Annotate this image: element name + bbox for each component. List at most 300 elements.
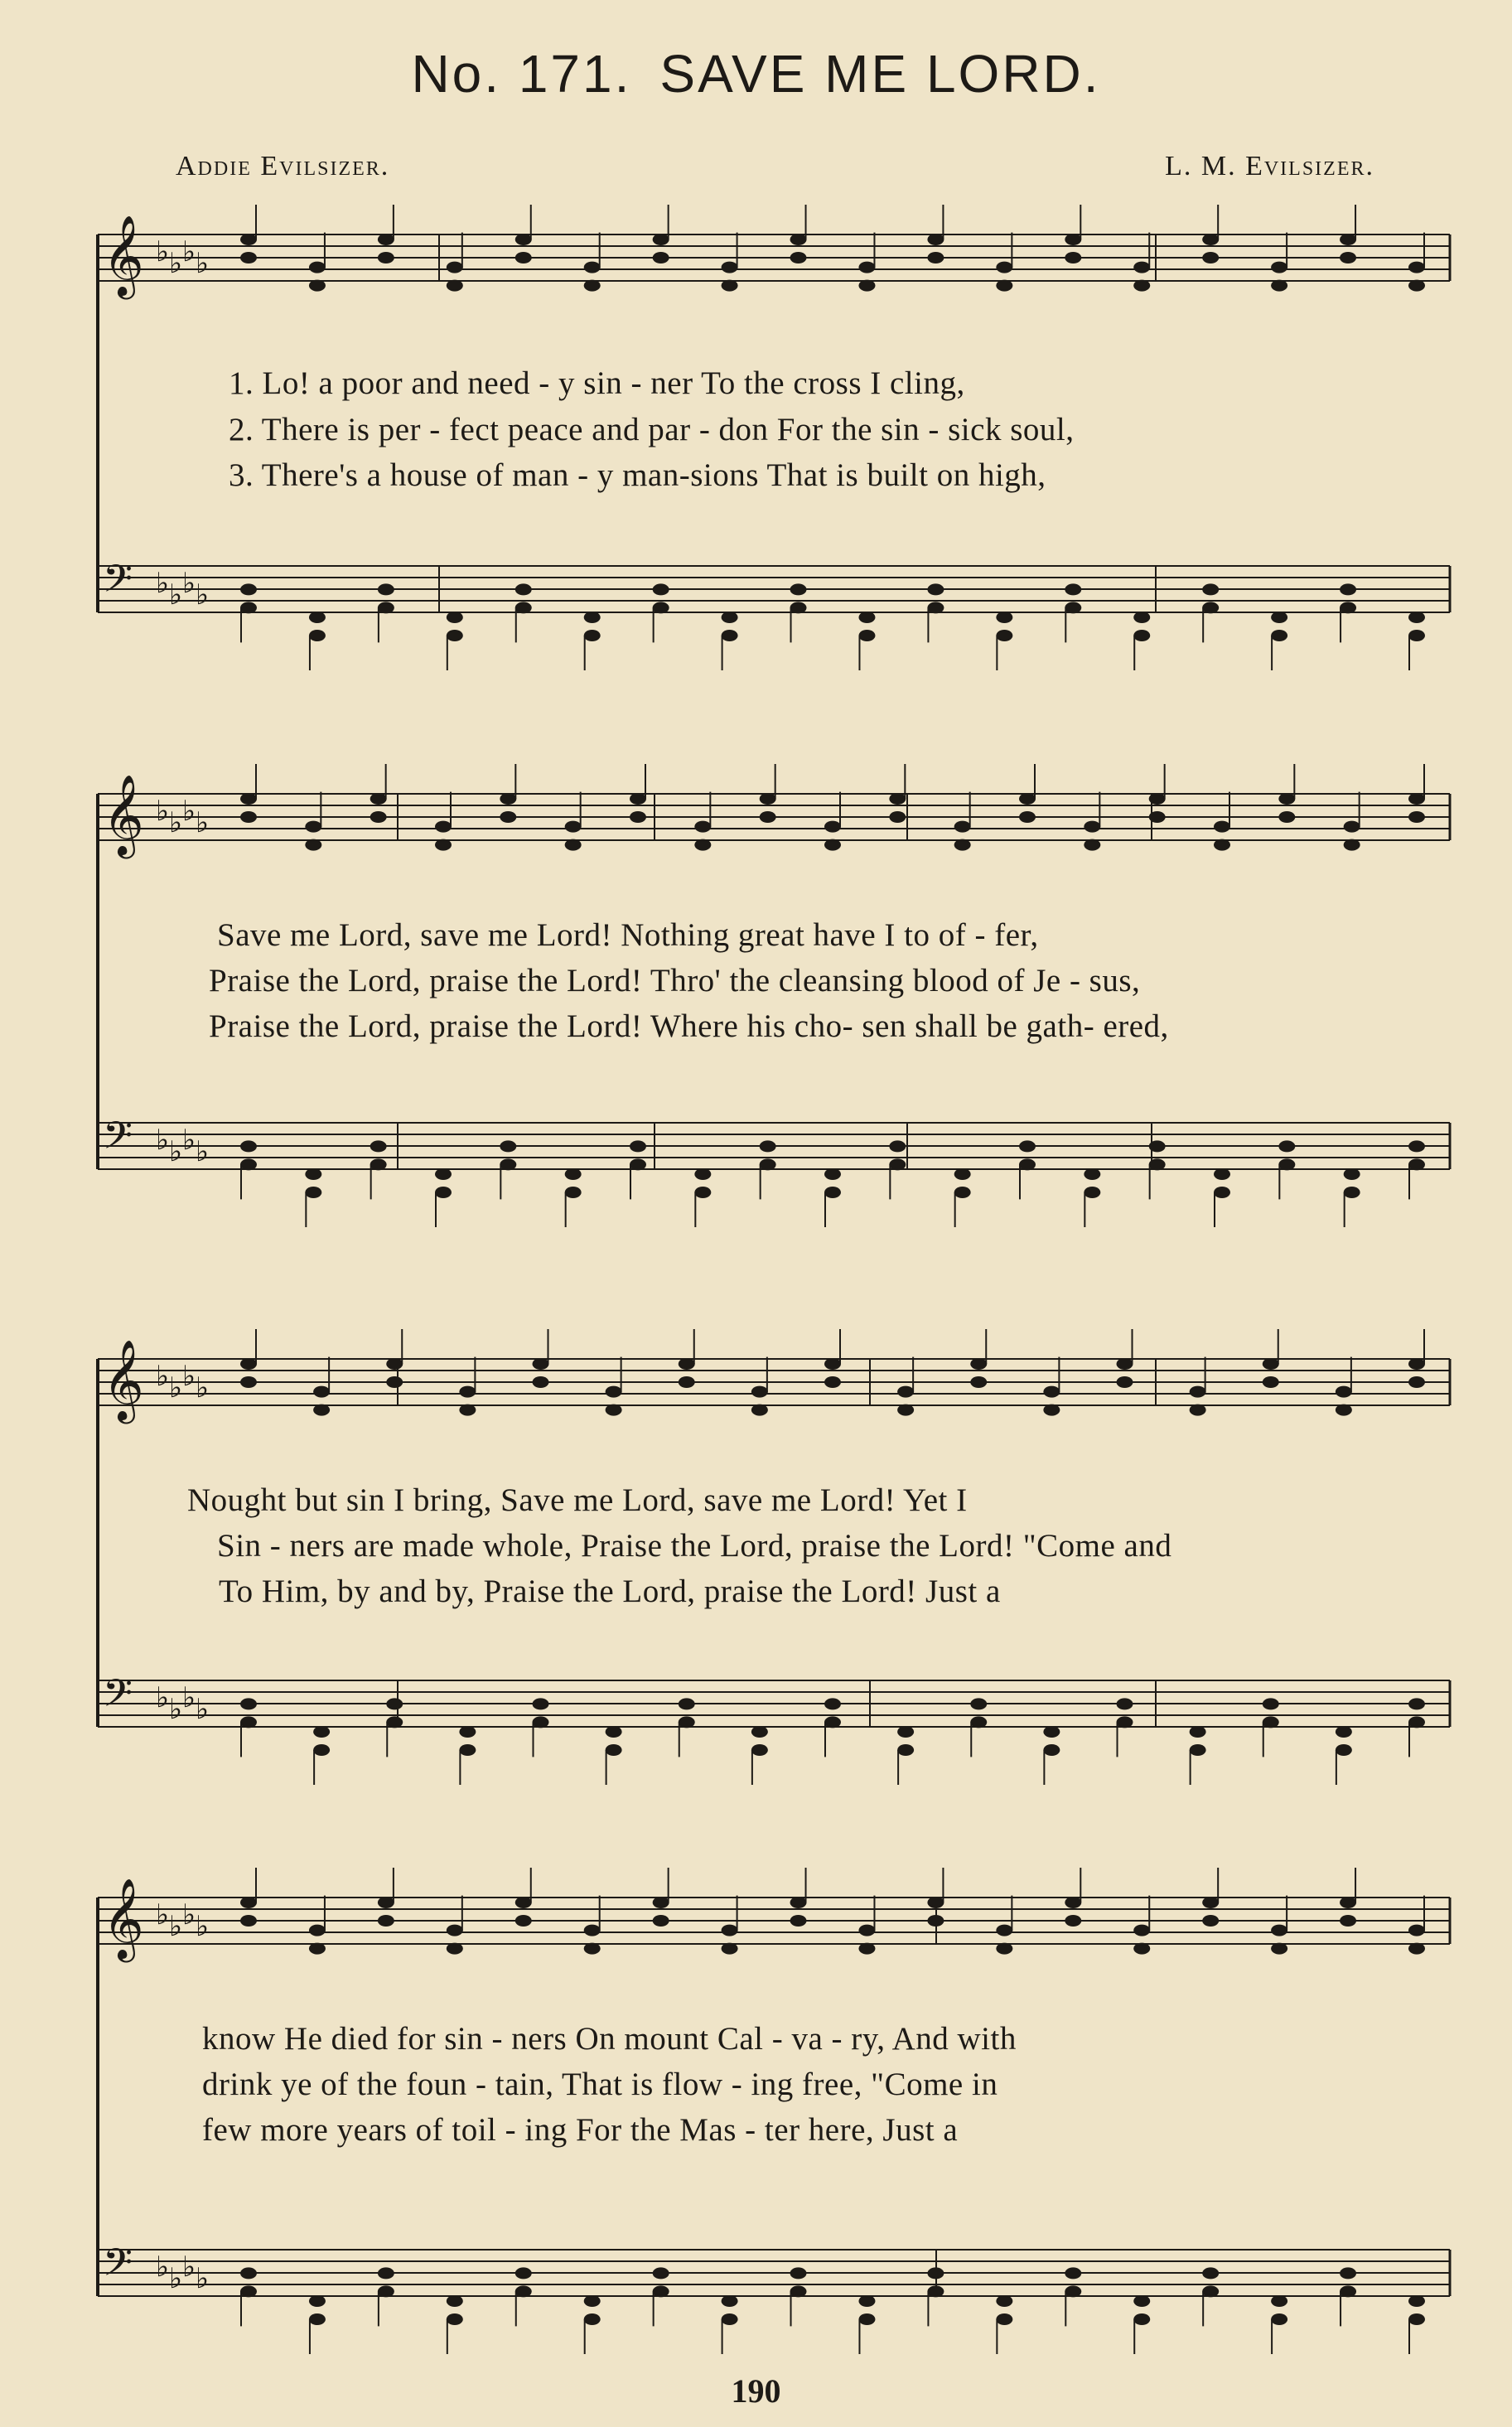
note-head [760,1158,776,1170]
note-head [515,2267,532,2279]
flat-sign: ♭ [169,1693,183,1726]
note-head [1149,793,1166,805]
note-head [858,280,875,292]
note-head [970,1716,987,1728]
note-head [1408,1376,1425,1388]
note-head [694,1168,711,1180]
note-head [1043,1744,1060,1756]
note-head [305,821,321,833]
note-head [447,1925,463,1936]
note-head [1271,1943,1287,1955]
note-head [1202,602,1219,613]
note-head [889,1158,906,1170]
flat-sign: ♭ [156,1898,170,1931]
note-head [515,2285,532,2297]
note-head [447,2313,463,2325]
note-head [996,280,1012,292]
treble-clef: 𝄞 [103,1339,144,1420]
note-head [309,280,326,292]
note-head [1202,2267,1219,2279]
note-head [500,1140,516,1152]
note-head [722,2313,738,2325]
note-head [1271,280,1287,292]
note-head [1084,821,1100,833]
note-head [824,839,841,851]
note-head [1065,1897,1081,1908]
note-head [897,1404,914,1416]
note-head [1336,1744,1352,1756]
note-head [897,1386,914,1398]
note-head [1043,1386,1060,1398]
note-head [1065,2285,1081,2297]
note-head [858,262,875,273]
note-head [386,1358,403,1370]
note-head [240,1716,257,1728]
note-head [1340,1897,1356,1908]
note-head [500,811,516,823]
note-head [1117,1716,1133,1728]
note-head [927,602,944,613]
note-head [722,1943,738,1955]
treble-clef: 𝄞 [103,774,144,855]
note-head [240,1140,257,1152]
note-head [533,1376,549,1388]
note-head [1133,1925,1150,1936]
note-head [240,811,257,823]
lyric-line: few more years of toil - ing For the Mas - ter here, Just a [202,2112,959,2148]
note-head [1202,1897,1219,1908]
note-head [1408,612,1425,623]
note-head [1271,2313,1287,2325]
note-head [824,1698,841,1709]
note-head [1263,1716,1279,1728]
note-head [996,630,1012,641]
lyric-line: drink ye of the foun - tain, That is flow - ing free, "Come in [202,2067,998,2102]
note-head [694,839,711,851]
note-head [584,262,601,273]
note-head [722,630,738,641]
note-head [1408,1716,1425,1728]
note-head [1336,1404,1352,1416]
note-head [1408,1158,1425,1170]
note-head [584,2295,601,2307]
flat-sign: ♭ [169,578,183,612]
treble-clef: 𝄞 [103,1878,144,1959]
note-head [240,583,257,595]
flat-sign: ♭ [196,1693,210,1726]
flat-sign: ♭ [156,2251,170,2284]
note-head [858,1925,875,1936]
flat-sign: ♭ [182,567,196,600]
note-head [1278,1158,1295,1170]
note-head [653,602,669,613]
note-head [1065,2267,1081,2279]
note-head [533,1716,549,1728]
flat-sign: ♭ [156,1124,170,1157]
flat-sign: ♭ [182,235,196,268]
note-head [1278,811,1295,823]
note-head [1271,1925,1287,1936]
note-head [370,1140,387,1152]
note-head [1340,252,1356,263]
bass-clef: 𝄢 [103,1671,133,1725]
note-head [1263,1358,1279,1370]
note-head [897,1744,914,1756]
lyric-line: Sin - ners are made whole, Praise the Lord, praise the Lord! "Come and [217,1528,1172,1564]
note-head [824,821,841,833]
note-head [1408,1358,1425,1370]
note-head [722,2295,738,2307]
hymn-title: SAVE ME LORD. [659,44,1101,104]
note-head [824,1187,841,1198]
note-head [606,1404,622,1416]
lyric-line: Praise the Lord, praise the Lord! Where his cho- sen shall be gath- ered, [209,1008,1169,1044]
note-head [240,1376,257,1388]
note-head [927,252,944,263]
note-head [790,252,807,263]
note-head [447,2295,463,2307]
note-head [1019,1140,1036,1152]
note-head [630,793,646,805]
bass-clef: 𝄢 [103,2241,133,2294]
note-head [565,821,582,833]
note-head [240,234,257,245]
hymn-number: No. 171. [411,44,632,104]
note-head [751,1726,768,1738]
note-head [1065,1915,1081,1927]
flat-sign: ♭ [182,2251,196,2284]
note-head [751,1404,768,1416]
note-head [1408,262,1425,273]
flat-sign: ♭ [169,247,183,280]
flat-sign: ♭ [169,1135,183,1168]
note-head [240,602,257,613]
note-head [606,1726,622,1738]
note-head [1202,583,1219,595]
note-head [435,839,452,851]
note-head [790,234,807,245]
lyric-line: 2. There is per - fect peace and par - don For the sin - sick soul, [229,412,1075,447]
note-head [584,612,601,623]
note-head [459,1404,476,1416]
note-head [630,811,646,823]
note-head [1065,583,1081,595]
note-head [515,1897,532,1908]
flat-sign: ♭ [196,1371,210,1404]
note-head [1133,280,1150,292]
note-head [751,1744,768,1756]
note-head [970,1376,987,1388]
note-head [1263,1698,1279,1709]
flat-sign: ♭ [156,567,170,600]
note-head [790,2285,807,2297]
note-head [565,839,582,851]
note-head [309,1925,326,1936]
flat-sign: ♭ [182,1124,196,1157]
note-head [1117,1358,1133,1370]
note-head [927,2285,944,2297]
note-head [309,262,326,273]
note-head [1214,1187,1230,1198]
note-head [927,1915,944,1927]
note-head [500,793,516,805]
bass-clef: 𝄢 [103,557,133,611]
note-head [722,280,738,292]
note-head [240,793,257,805]
flat-sign: ♭ [169,1910,183,1943]
note-head [1019,811,1036,823]
note-head [858,1943,875,1955]
note-head [954,1168,971,1180]
note-head [1133,262,1150,273]
note-head [313,1386,330,1398]
note-head [790,583,807,595]
note-head [240,252,257,263]
note-head [954,839,971,851]
note-head [858,630,875,641]
flat-sign: ♭ [196,247,210,280]
note-head [515,252,532,263]
note-head [378,602,394,613]
note-head [1149,1140,1166,1152]
note-head [1214,1168,1230,1180]
note-head [751,1386,768,1398]
note-head [760,1140,776,1152]
note-head [309,630,326,641]
note-head [653,2267,669,2279]
lyric-line: Praise the Lord, praise the Lord! Thro' the cleansing blood of Je - sus, [209,963,1141,998]
note-head [1408,630,1425,641]
note-head [996,262,1012,273]
note-head [1117,1698,1133,1709]
flat-sign: ♭ [182,1898,196,1931]
note-head [1117,1376,1133,1388]
note-head [1408,1925,1425,1936]
note-head [459,1386,476,1398]
flat-sign: ♭ [156,1360,170,1393]
note-head [1065,252,1081,263]
note-head [515,1915,532,1927]
note-head [447,1943,463,1955]
note-head [309,1943,326,1955]
note-head [1340,602,1356,613]
note-head [1202,252,1219,263]
note-head [435,821,452,833]
flat-sign: ♭ [182,795,196,828]
note-head [1408,1943,1425,1955]
note-head [1202,234,1219,245]
note-head [1271,262,1287,273]
note-head [824,1376,841,1388]
note-head [1190,1726,1206,1738]
note-head [1344,839,1360,851]
note-head [584,1943,601,1955]
note-head [1190,1386,1206,1398]
note-head [565,1187,582,1198]
note-head [760,811,776,823]
note-head [447,612,463,623]
note-head [1340,1915,1356,1927]
note-head [927,234,944,245]
note-head [1278,793,1295,805]
note-head [606,1386,622,1398]
note-head [996,1925,1012,1936]
note-head [653,1897,669,1908]
note-head [1084,1187,1100,1198]
note-head [790,602,807,613]
note-head [584,280,601,292]
note-head [1214,821,1230,833]
note-head [653,583,669,595]
note-head [386,1376,403,1388]
note-head [653,234,669,245]
note-head [240,1915,257,1927]
note-head [305,839,321,851]
note-head [889,811,906,823]
note-head [1340,2285,1356,2297]
note-head [722,612,738,623]
flat-sign: ♭ [169,2262,183,2295]
note-head [305,1168,321,1180]
note-head [927,583,944,595]
note-head [954,1187,971,1198]
note-head [1336,1386,1352,1398]
note-head [378,1915,394,1927]
note-head [1344,1168,1360,1180]
note-head [309,2313,326,2325]
flat-sign: ♭ [156,1681,170,1714]
note-head [370,793,387,805]
note-head [378,234,394,245]
note-head [240,1897,257,1908]
note-head [447,262,463,273]
lyricist-credit: Addie Evilsizer. [176,151,390,181]
note-head [897,1726,914,1738]
note-head [1408,1140,1425,1152]
note-head [1271,612,1287,623]
note-head [679,1698,695,1709]
note-head [386,1698,403,1709]
note-head [1336,1726,1352,1738]
note-head [927,1897,944,1908]
note-head [370,811,387,823]
note-head [378,583,394,595]
note-head [533,1358,549,1370]
note-head [313,1404,330,1416]
note-head [824,1168,841,1180]
note-head [378,2267,394,2279]
note-head [515,602,532,613]
note-head [378,1897,394,1908]
note-head [240,2285,257,2297]
note-head [858,612,875,623]
note-head [515,234,532,245]
note-head [889,1140,906,1152]
bass-clef: 𝄢 [103,1114,133,1168]
note-head [1271,630,1287,641]
note-head [370,1158,387,1170]
flat-sign: ♭ [196,2262,210,2295]
flat-sign: ♭ [182,1360,196,1393]
note-head [1019,1158,1036,1170]
treble-clef: 𝄞 [103,215,144,296]
note-head [606,1744,622,1756]
note-head [1408,1698,1425,1709]
note-head [565,1168,582,1180]
flat-sign: ♭ [196,806,210,839]
note-head [1202,1915,1219,1927]
flat-sign: ♭ [169,1371,183,1404]
note-head [1190,1744,1206,1756]
note-head [1084,1168,1100,1180]
note-head [630,1140,646,1152]
note-head [694,821,711,833]
note-head [889,793,906,805]
note-head [378,2285,394,2297]
lyric-line: To Him, by and by, Praise the Lord, praise the Lord! Just a [219,1574,1001,1609]
flat-sign: ♭ [196,578,210,612]
note-head [313,1726,330,1738]
note-head [1408,2295,1425,2307]
note-head [1340,583,1356,595]
note-head [1133,612,1150,623]
note-head [1202,2285,1219,2297]
note-head [760,793,776,805]
note-head [447,630,463,641]
note-head [378,252,394,263]
note-head [927,2267,944,2279]
note-head [996,2295,1012,2307]
note-head [858,2295,875,2307]
note-head [309,2295,326,2307]
note-head [584,2313,601,2325]
note-head [824,1358,841,1370]
note-head [653,1915,669,1927]
lyric-line: know He died for sin - ners On mount Cal - va - ry, And with [202,2021,1017,2057]
note-head [1133,2295,1150,2307]
note-head [1043,1404,1060,1416]
note-head [1263,1376,1279,1388]
flat-sign: ♭ [182,1681,196,1714]
note-head [679,1376,695,1388]
note-head [1065,602,1081,613]
note-head [305,1187,321,1198]
flat-sign: ♭ [196,1135,210,1168]
note-head [1344,1187,1360,1198]
note-head [1340,2267,1356,2279]
note-head [309,612,326,623]
note-head [447,280,463,292]
note-head [1408,280,1425,292]
note-head [996,2313,1012,2325]
note-head [790,1897,807,1908]
note-head [240,1698,257,1709]
note-head [1344,821,1360,833]
note-head [584,630,601,641]
note-head [386,1716,403,1728]
note-head [790,2267,807,2279]
note-head [722,1925,738,1936]
note-head [435,1187,452,1198]
note-head [970,1358,987,1370]
note-head [970,1698,987,1709]
note-head [1133,630,1150,641]
note-head [630,1158,646,1170]
composer-credit: L. M. Evilsizer. [1165,151,1374,181]
note-head [584,1925,601,1936]
note-head [1408,2313,1425,2325]
note-head [790,1915,807,1927]
